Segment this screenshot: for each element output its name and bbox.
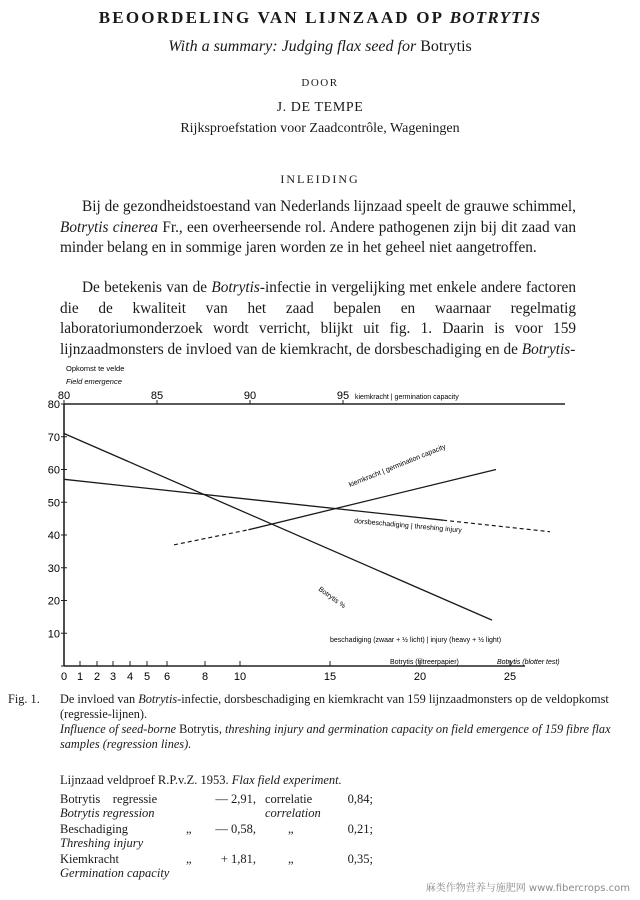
x-tick-label: 5	[143, 671, 151, 683]
table-row: Botrytis regressie Botrytis regression — 2,91, correlatie correlation 0,84;	[60, 791, 373, 820]
chart-lines	[64, 433, 550, 620]
y-tick-label: 60	[47, 464, 60, 477]
label-botrytis-filter: Botrytis (filtreerpapier)	[390, 659, 459, 666]
top-tick-label: 85	[150, 390, 164, 402]
y-tick-label: 50	[47, 497, 60, 510]
figure-1-chart	[0, 360, 640, 690]
table-row: Beschadiging Threshing injury „ — 0,58, „ 0,21;	[60, 821, 373, 850]
y-tick-label: 10	[47, 628, 60, 641]
x-tick-label: 10	[233, 671, 247, 683]
y-tick-label: 30	[47, 562, 60, 575]
y-axis-label-en: Field emergence	[66, 377, 122, 386]
y-tick-label: 80	[47, 399, 60, 411]
x-tick-label: 0	[60, 671, 68, 683]
author-name: J. DE TEMPE	[276, 100, 364, 115]
top-tick-label: 90	[243, 390, 257, 402]
chart-labels	[317, 443, 560, 666]
caption-label: Fig. 1.	[8, 692, 40, 706]
table-row: Kiemkracht Germination capacity „ + 1,81, „ 0,35;	[60, 851, 373, 880]
results-table	[60, 773, 560, 882]
x-tick-label: 1	[76, 671, 84, 683]
article-subtitle: With a summary: Judging flax seed for Botrytis	[168, 38, 472, 55]
label-botrytis-blotter: Botrytis (blotter test)	[497, 659, 560, 666]
y-tick-label: 70	[47, 431, 60, 444]
watermark: 麻类作物营养与施肥网 www.fibercrops.com	[425, 883, 630, 894]
paragraph-2: De betekenis van de Botrytis-infectie in vergelijking met enkele andere factoren die de kwaliteit van het zaad bepalen en waarnaar regelmatig laboratoriumonderzoek wordt verricht, blijkt uit fig. 1. Daarin is voor 159 lijnzaadmonsters de invloed van de kiemkracht, de dorsbeschadiging en de Botrytis-	[60, 279, 576, 358]
section-heading: INLEIDING	[280, 172, 360, 186]
results-heading: Lijnzaad veldproef R.P.v.Z. 1953. Flax field experiment.	[60, 773, 342, 787]
label-botrytis: Botrytis %	[316, 585, 347, 611]
y-tick-label: 40	[47, 530, 60, 542]
y-axis-label-nl: Opkomst te velde	[66, 364, 125, 373]
x-tick-label: 15	[323, 671, 337, 683]
germination-regression-dashed	[174, 530, 248, 545]
label-kiemkracht: kiemkracht | germination capacity	[348, 443, 447, 489]
article-title: BEOORDELING VAN LIJNZAAD OP BOTRYTIS	[98, 8, 542, 27]
x-tick-label: 4	[126, 671, 134, 683]
threshing-regression-line	[64, 479, 443, 520]
x-tick-label: 3	[109, 671, 117, 683]
label-beschadiging: beschadiging (zwaar + ½ licht) | injury (heavy + ½ light)	[330, 637, 502, 644]
x-tick-label: 2	[93, 671, 101, 683]
x-tick-label: 6	[163, 671, 171, 683]
paragraph-1: Bij de gezondheidstoestand van Nederlands lijnzaad speelt de grauwe schimmel, Botrytis cinerea Fr., een overheersende rol. Andere pathogenen zijn bij dit zaad van minder belang en in sommige jaren worden ze in het geheel niet aangetroffen.	[60, 198, 576, 256]
y-tick-label: 20	[47, 595, 60, 608]
label-dorsbeschadiging: dorsbeschadiging | threshing injury	[353, 518, 463, 535]
x-tick-label: 8	[201, 671, 209, 683]
byline-door: DOOR	[301, 77, 339, 89]
x-tick-label: 25	[503, 671, 517, 683]
caption-english: Influence of seed-borne Botrytis, threshing injury and germination capacity on field emergence of 159 fibre flax samples (regression lines).	[60, 722, 611, 751]
x-tick-label: 20	[413, 671, 427, 683]
top-axis-label: kiemkracht | germination capacity	[355, 394, 459, 401]
top-tick-label: 95	[336, 390, 350, 402]
top-tick-label: 80	[57, 390, 71, 402]
author-affiliation: Rijksproefstation voor Zaadcontrôle, Wageningen	[180, 121, 460, 136]
caption-dutch: De invloed van Botrytis-infectie, dorsbeschadiging en kiemkracht van 159 lijnzaadmonsters op de veldopkomst (regressie-lijnen).	[60, 692, 609, 721]
